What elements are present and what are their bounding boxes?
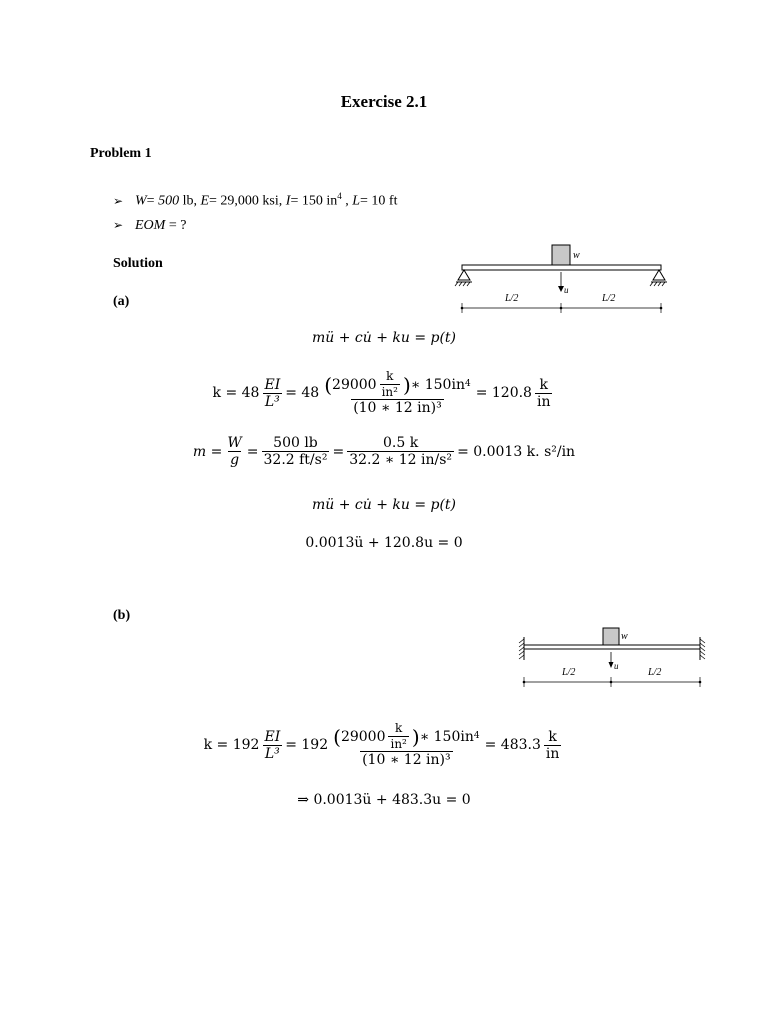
span-left-label: L/2 [562,667,576,678]
eom-equation: mü + cu̇ + ku = p(t) [311,330,457,346]
mass-equation: m = $\frac{W}{g}$ = $\frac{500 lb}{\text{32.2 ft/s²}}$ = $\frac{0.5 k}{\text{32.2 ∗ 12 in/s²}}$ = 0.0013 k. s²/in [192,435,576,469]
given-bullet-2: ➢ EOM = ? [113,218,187,233]
part-b-label: (b) [113,608,131,623]
span-left-label: L/2 [505,293,519,304]
given-bullet-1: ➢ W= 500 lb, E= 29,000 ksi, I= 150 $in^4$ , L= 10 ft [113,191,398,209]
arrow-bullet-icon: ➢ [113,193,124,208]
stiffness-equation-b: k = 192 $\frac{EI}{\text{L³}}$ = 192 ( 29000 $\frac{k}{\text{in²}}$ ) ∗ 150in 4 (10 ∗ 12 in)³ = 483.3 $\frac{k}{in}$ [203,721,560,769]
weight-label: w [573,250,580,261]
problem-heading: Problem 1 [90,146,152,161]
displacement-label: u [614,661,619,671]
span-right-label: L/2 [602,293,616,304]
displacement-label: u [564,285,569,295]
eom-result-b: ⇒ 0.0013ü + 483.3u = 0 [297,792,471,808]
solution-heading: Solution [113,256,163,271]
span-right-label: L/2 [648,667,662,678]
simply-supported-beam-figure [450,240,675,320]
arrow-bullet-icon: ➢ [113,218,124,232]
eom-equation-repeat: mü + cu̇ + ku = p(t) [311,497,457,513]
eom-result-a: 0.0013ü + 120.8u = 0 [305,535,463,551]
part-a-label: (a) [113,294,130,309]
page-title: Exercise 2.1 [340,92,428,111]
weight-label: w [621,631,628,642]
fixed-fixed-beam-figure [515,622,710,694]
stiffness-equation-a: k = 48 $\frac{EI}{\text{L³}}$ = 48 ( 29000 $\frac{k}{\text{in²}}$ ) ∗ 150in 4 (10 ∗ 12 in)³ = 120.8 $\frac{k}{in}$ [212,369,551,417]
